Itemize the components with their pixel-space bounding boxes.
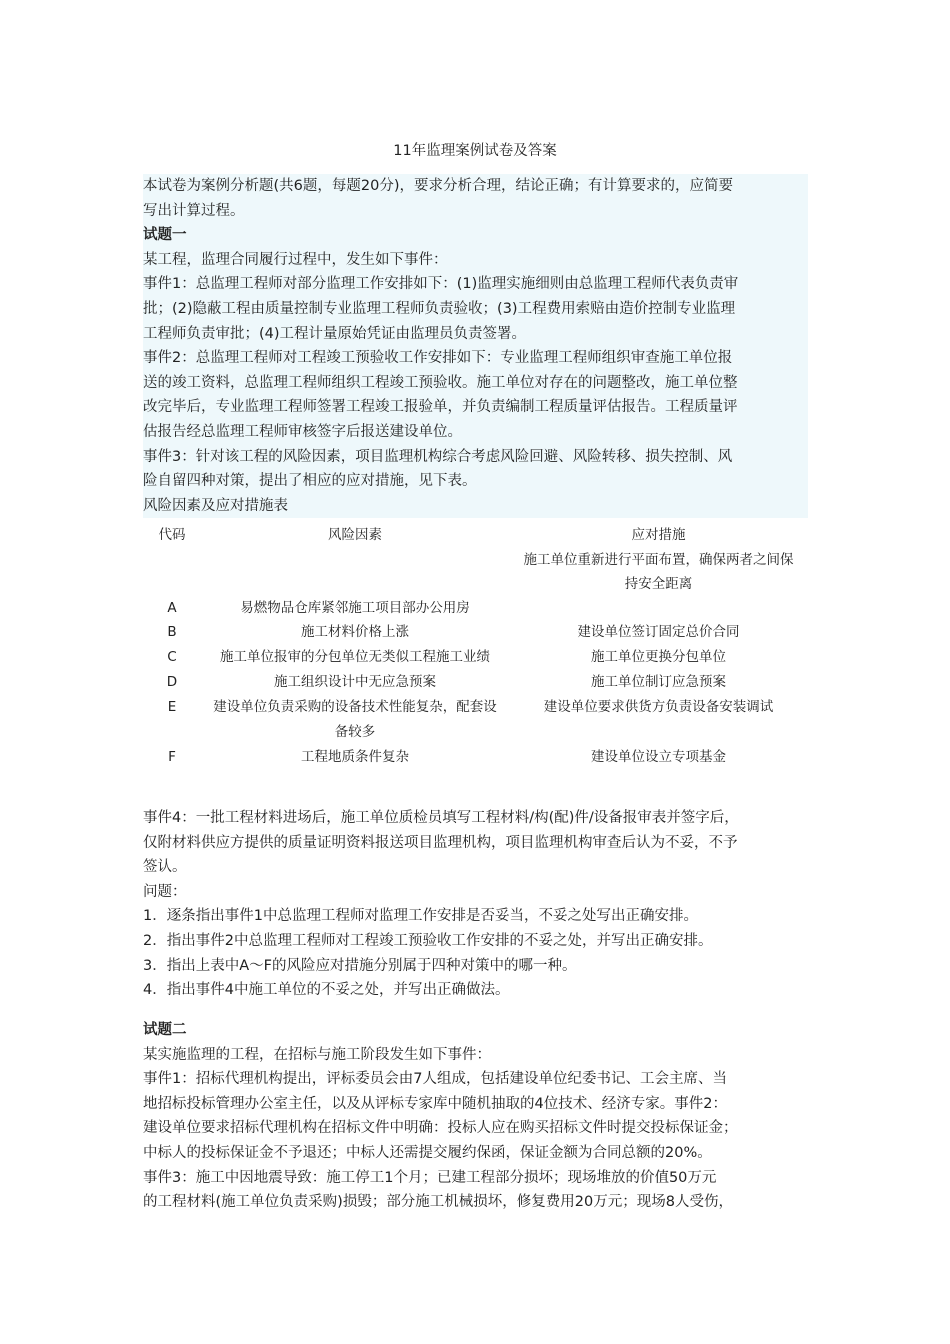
table-cell-measure: 施工单位制订应急预案	[591, 674, 726, 690]
q2-line: 事件3：施工中因地震导致：施工停工1个月；已建工程部分损坏；现场堆放的价值50万元	[143, 1169, 717, 1186]
question-item: 4．指出事件4中施工单位的不妥之处，并写出正确做法。	[143, 982, 510, 999]
q1-line: 事件4：一批工程材料进场后，施工单位质检员填写工程材料/构(配)件/设备报审表并签字后，	[143, 810, 739, 826]
table-cell-measure: 建设单位设立专项基金	[591, 749, 726, 765]
q1-line: 签认。	[143, 859, 187, 876]
q1-line: 事件3：针对该工程的风险因素，项目监理机构综合考虑风险回避、风险转移、损失控制、风	[143, 448, 733, 465]
table-cell-code: F	[168, 749, 176, 765]
table-caption: 风险因素及应对措施表	[143, 497, 288, 514]
q1-line: 仅附材料供应方提供的质量证明资料报送项目监理机构，项目监理机构审查后认为不妥，不予	[143, 834, 738, 851]
table-cell-code: C	[167, 649, 177, 665]
q2-section	[143, 1018, 808, 1215]
q1-line: 某工程，监理合同履行过程中，发生如下事件：	[143, 251, 448, 268]
q1-line: 改完毕后，专业监理工程师签署工程竣工报验单，并负责编制工程质量评估报告。工程质量评	[143, 399, 738, 416]
q1-heading: 试题一	[143, 227, 187, 244]
table-cell-risk: 施工组织设计中无应急预案	[274, 674, 436, 690]
table-cell-code: B	[167, 624, 177, 640]
q2-line: 建设单位要求招标代理机构在招标文件中明确：投标人应在购买招标文件时提交投标保证金；	[143, 1120, 738, 1137]
intro-and-q1-section	[143, 174, 808, 518]
q1-line: 送的竣工资料，总监理工程师组织工程竣工预验收。施工单位对存在的问题整改，施工单位整	[143, 374, 738, 391]
page-title: 11年监理案例试卷及答案	[393, 143, 557, 159]
question-item: 2．指出事件2中总监理工程师对工程竣工预验收工作安排的不妥之处，并写出正确安排。	[143, 932, 713, 949]
intro-line: 写出计算过程。	[143, 202, 245, 219]
q1-line: 批；(2)隐蔽工程由质量控制专业监理工程师负责验收；(3)工程费用索赔由造价控制专业监理	[143, 300, 736, 317]
table-cell-risk: 施工单位报审的分包单位无类似工程施工业绩	[220, 649, 490, 665]
q2-line: 中标人的投标保证金不予退还；中标人还需提交履约保函，保证金额为合同总额的20%。	[143, 1144, 712, 1161]
q2-line: 的工程材料(施工单位负责采购)损毁；部分施工机械损坏，修复费用20万元；现场8人受伤，	[143, 1194, 733, 1211]
table-cell-risk: 施工材料价格上涨	[301, 624, 409, 640]
table-header-measure: 应对措施	[631, 527, 686, 543]
table-cell-measure: 建设单位要求供货方负责设备安装调试	[543, 699, 774, 715]
table-cell-measure: 建设单位签订固定总价合同	[577, 624, 740, 640]
q1-line: 估报告经总监理工程师审核签字后报送建设单位。	[143, 423, 462, 440]
q1-line: 事件1：总监理工程师对部分监理工作安排如下：(1)监理实施细则由总监理工程师代表负责审	[143, 276, 739, 293]
question-item: 1．逐条指出事件1中总监理工程师对监理工作安排是否妥当，不妥之处写出正确安排。	[143, 908, 698, 925]
q1-line: 事件2：总监理工程师对工程竣工预验收工作安排如下：专业监理工程师组织审查施工单位报	[143, 350, 733, 367]
table-header-risk: 风险因素	[328, 527, 382, 543]
table-cell-code: A	[167, 600, 177, 616]
table-cell-risk: 备较多	[334, 724, 376, 740]
questions-label: 问题：	[143, 883, 187, 900]
table-cell-measure: 持安全距离	[624, 576, 693, 592]
q2-line: 事件1：招标代理机构提出，评标委员会由7人组成，包括建设单位纪委书记、工会主席、当	[143, 1071, 727, 1088]
table-cell-risk: 工程地质条件复杂	[301, 749, 409, 765]
q2-line: 某实施监理的工程，在招标与施工阶段发生如下事件：	[143, 1046, 491, 1063]
q1-line: 工程师负责审批；(4)工程计量原始凭证由监理员负责签署。	[143, 325, 527, 342]
table-cell-risk: 易燃物品仓库紧邻施工项目部办公用房	[240, 600, 470, 616]
table-cell-measure: 施工单位更换分包单位	[591, 649, 726, 665]
table-cell-code: D	[166, 674, 178, 690]
q1-line: 险自留四种对策，提出了相应的应对措施，见下表。	[143, 473, 477, 490]
table-cell-code: E	[167, 699, 177, 715]
intro-line: 本试卷为案例分析题(共6题，每题20分)，要求分析合理，结论正确；有计算要求的，应简要	[143, 178, 733, 194]
q1-continued-section	[143, 806, 808, 1003]
table-cell-measure: 施工单位重新进行平面布置，确保两者之间保	[523, 552, 794, 568]
table-header-code: 代码	[158, 527, 186, 543]
q2-heading: 试题二	[143, 1022, 187, 1038]
q2-line: 地招标投标管理办公室主任，以及从评标专家库中随机抽取的4位技术、经济专家。事件2：	[143, 1095, 727, 1112]
table-cell-risk: 建设单位负责采购的设备技术性能复杂，配套设	[213, 699, 497, 715]
question-item: 3．指出上表中A～F的风险应对措施分别属于四种对策中的哪一种。	[143, 957, 577, 974]
